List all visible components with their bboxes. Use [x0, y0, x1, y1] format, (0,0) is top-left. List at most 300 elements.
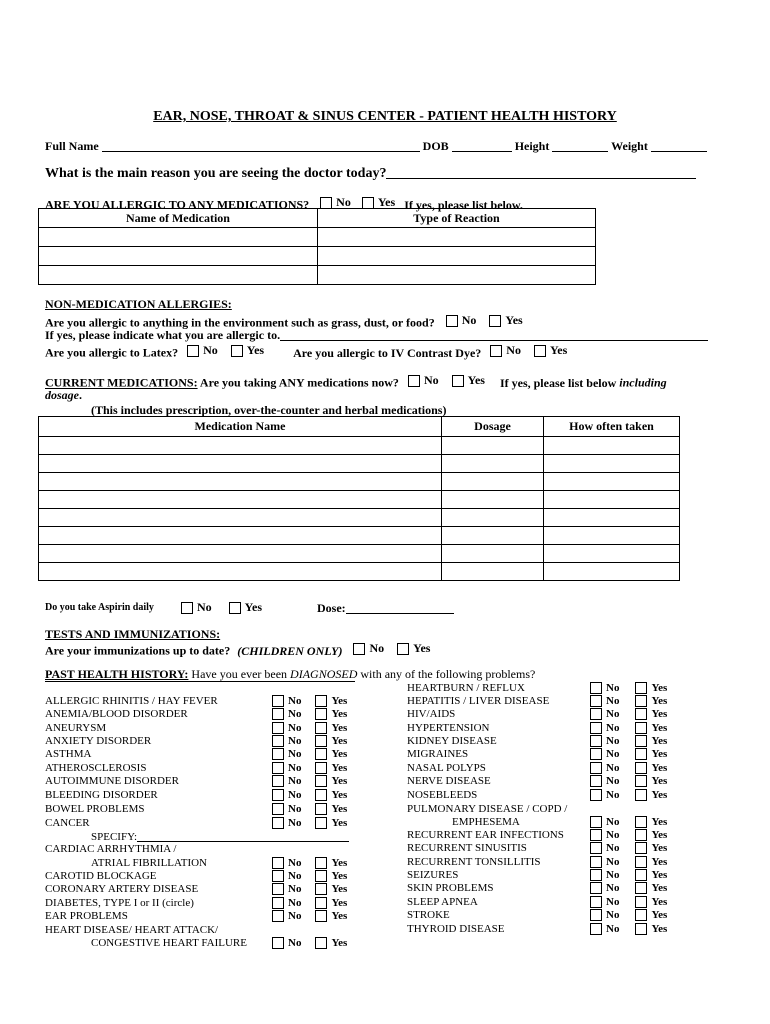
checkbox[interactable] — [272, 735, 284, 747]
yes-option[interactable] — [315, 870, 347, 882]
no-label: No — [203, 343, 218, 357]
checkbox[interactable] — [272, 883, 284, 895]
no-option[interactable] — [590, 722, 619, 734]
current-meds-no[interactable] — [408, 373, 439, 388]
checkbox[interactable] — [635, 923, 647, 935]
indicate-field[interactable] — [280, 329, 708, 341]
checkbox[interactable] — [635, 882, 647, 894]
yes-option[interactable] — [635, 856, 667, 868]
children-only: (CHILDREN ONLY) — [237, 643, 343, 658]
checkbox[interactable] — [315, 883, 327, 895]
yes-label: Yes — [651, 896, 668, 908]
yes-option[interactable] — [315, 883, 347, 895]
no-option[interactable] — [590, 816, 619, 828]
checkbox[interactable] — [272, 897, 284, 909]
checkbox-pair — [590, 789, 667, 804]
table-cell[interactable] — [39, 509, 442, 527]
checkbox[interactable] — [590, 909, 602, 921]
checkbox[interactable] — [229, 602, 241, 614]
table-cell[interactable] — [39, 491, 442, 509]
checkbox[interactable] — [635, 842, 647, 854]
table-cell[interactable] — [544, 563, 680, 581]
yes-option[interactable] — [635, 682, 667, 694]
no-label: No — [288, 857, 302, 869]
checkbox[interactable] — [590, 829, 602, 841]
yes-label: Yes — [331, 883, 348, 895]
no-option[interactable] — [272, 748, 301, 760]
aspirin-options — [181, 600, 262, 618]
checkbox[interactable] — [353, 643, 365, 655]
yes-label: Yes — [331, 695, 348, 707]
yes-label: Yes — [651, 869, 668, 881]
checkbox[interactable] — [590, 762, 602, 774]
no-option[interactable] — [272, 695, 301, 707]
no-option[interactable] — [272, 708, 301, 720]
table-cell[interactable] — [39, 473, 442, 491]
latex-row — [45, 343, 567, 361]
checkbox[interactable] — [635, 682, 647, 694]
no-option[interactable] — [272, 789, 301, 801]
yes-option[interactable] — [635, 923, 667, 935]
no-option[interactable] — [272, 803, 301, 815]
condition-label: HYPERTENSION — [407, 722, 490, 734]
checkbox[interactable] — [272, 857, 284, 869]
checkbox[interactable] — [397, 643, 409, 655]
yes-option[interactable] — [315, 722, 347, 734]
yes-option[interactable] — [635, 762, 667, 774]
checkbox[interactable] — [272, 817, 284, 829]
dob-field[interactable] — [452, 140, 512, 152]
no-label: No — [606, 708, 620, 720]
checkbox[interactable] — [590, 789, 602, 801]
no-label: No — [369, 641, 385, 655]
table-cell[interactable] — [39, 247, 318, 266]
no-option[interactable] — [272, 910, 301, 922]
aspirin-yes[interactable] — [229, 600, 262, 615]
table-cell[interactable] — [318, 247, 596, 266]
yes-option[interactable] — [635, 882, 667, 894]
condition-label: THYROID DISEASE — [407, 923, 505, 935]
checkbox[interactable] — [590, 923, 602, 935]
table-cell[interactable] — [318, 266, 596, 285]
checkbox[interactable] — [635, 896, 647, 908]
checkbox[interactable] — [315, 735, 327, 747]
table-cell[interactable] — [442, 491, 544, 509]
contrast-yes[interactable] — [534, 343, 567, 358]
checkbox[interactable] — [315, 708, 327, 720]
checkbox[interactable] — [635, 735, 647, 747]
immunization-row — [45, 641, 430, 659]
weight-field[interactable] — [651, 140, 707, 152]
checkbox[interactable] — [452, 375, 464, 387]
checkbox[interactable] — [272, 722, 284, 734]
no-option[interactable] — [590, 869, 619, 881]
checkbox[interactable] — [315, 789, 327, 801]
table-cell[interactable] — [39, 455, 442, 473]
no-option[interactable] — [272, 870, 301, 882]
yes-label: Yes — [331, 803, 348, 815]
checkbox[interactable] — [272, 870, 284, 882]
yes-option[interactable] — [315, 857, 347, 869]
checkbox-pair — [590, 842, 667, 857]
yes-option[interactable] — [315, 762, 347, 774]
checkbox[interactable] — [272, 748, 284, 760]
aspirin-no[interactable] — [181, 600, 212, 615]
checkbox[interactable] — [635, 695, 647, 707]
table-cell[interactable] — [442, 527, 544, 545]
checkbox[interactable] — [231, 345, 243, 357]
checkbox[interactable] — [590, 722, 602, 734]
condition-label: SKIN PROBLEMS — [407, 882, 494, 894]
checkbox[interactable] — [272, 762, 284, 774]
dob-label: DOB — [422, 139, 449, 153]
checkbox[interactable] — [315, 857, 327, 869]
latex-no[interactable] — [187, 343, 218, 358]
yes-option[interactable] — [635, 816, 667, 828]
condition-label: MIGRAINES — [407, 748, 469, 760]
yes-option[interactable] — [315, 789, 347, 801]
contrast-no[interactable] — [490, 343, 521, 358]
checkbox[interactable] — [590, 708, 602, 720]
no-option[interactable] — [590, 909, 619, 921]
no-option[interactable] — [590, 775, 619, 787]
col-reaction: Type of Reaction — [318, 209, 596, 228]
yes-option[interactable] — [635, 695, 667, 707]
checkbox[interactable] — [590, 682, 602, 694]
yes-label: Yes — [331, 817, 348, 829]
table-cell[interactable] — [442, 473, 544, 491]
no-label: No — [606, 896, 620, 908]
table-cell[interactable] — [544, 455, 680, 473]
condition-label: BOWEL PROBLEMS — [45, 803, 145, 815]
no-option[interactable] — [590, 708, 619, 720]
checkbox[interactable] — [272, 789, 284, 801]
checkbox[interactable] — [272, 910, 284, 922]
checkbox[interactable] — [315, 695, 327, 707]
checkbox[interactable] — [315, 897, 327, 909]
dose-field[interactable] — [346, 602, 454, 614]
immunization-no[interactable] — [353, 641, 384, 656]
checkbox[interactable] — [635, 869, 647, 881]
table-cell[interactable] — [544, 509, 680, 527]
table-cell[interactable] — [442, 509, 544, 527]
yes-option[interactable] — [315, 748, 347, 760]
no-option[interactable] — [590, 896, 619, 908]
reason-field[interactable] — [386, 165, 696, 179]
height-label: Height — [514, 139, 550, 153]
no-label: No — [288, 803, 302, 815]
yes-label: Yes — [331, 722, 348, 734]
table-cell[interactable] — [39, 228, 318, 247]
yes-label: Yes — [413, 641, 431, 655]
table-cell[interactable] — [39, 437, 442, 455]
table-cell[interactable] — [318, 228, 596, 247]
checkbox[interactable] — [635, 762, 647, 774]
no-option[interactable] — [590, 682, 619, 694]
past-question-b: DIAGNOSED — [290, 667, 358, 681]
contrast-question: Are you allergic to IV Contrast Dye? — [293, 345, 482, 360]
checkbox[interactable] — [272, 708, 284, 720]
no-label: No — [606, 856, 620, 868]
no-option[interactable] — [272, 937, 301, 949]
yes-option[interactable] — [315, 775, 347, 787]
no-label: No — [606, 762, 620, 774]
yes-label: Yes — [331, 870, 348, 882]
no-option[interactable] — [590, 695, 619, 707]
checkbox[interactable] — [590, 856, 602, 868]
no-label: No — [606, 722, 620, 734]
no-option[interactable] — [590, 842, 619, 854]
no-option[interactable] — [590, 882, 619, 894]
checkbox[interactable] — [362, 197, 374, 209]
checkbox[interactable] — [635, 748, 647, 760]
no-label: No — [606, 816, 620, 828]
no-option[interactable] — [272, 857, 301, 869]
condition-label: RECURRENT TONSILLITIS — [407, 856, 541, 868]
yes-option[interactable] — [635, 829, 667, 841]
condition-label: AUTOIMMUNE DISORDER — [45, 775, 179, 787]
checkbox[interactable] — [590, 775, 602, 787]
no-option[interactable] — [590, 748, 619, 760]
checkbox[interactable] — [320, 197, 332, 209]
no-label: No — [606, 842, 620, 854]
checkbox[interactable] — [635, 856, 647, 868]
table-cell[interactable] — [39, 545, 442, 563]
checkbox[interactable] — [590, 842, 602, 854]
no-option[interactable] — [590, 789, 619, 801]
no-option[interactable] — [272, 722, 301, 734]
yes-option[interactable] — [635, 722, 667, 734]
yes-option[interactable] — [315, 937, 347, 949]
checkbox[interactable] — [590, 735, 602, 747]
table-cell[interactable] — [544, 437, 680, 455]
yes-label: Yes — [651, 762, 668, 774]
yes-option[interactable] — [635, 909, 667, 921]
dosage-period: . — [79, 388, 82, 402]
table-cell[interactable] — [544, 527, 680, 545]
checkbox[interactable] — [635, 816, 647, 828]
checkbox[interactable] — [635, 708, 647, 720]
checkbox[interactable] — [187, 345, 199, 357]
condition-label: ATHEROSCLEROSIS — [45, 762, 147, 774]
checkbox[interactable] — [590, 748, 602, 760]
checkbox[interactable] — [408, 375, 420, 387]
checkbox[interactable] — [315, 937, 327, 949]
checkbox[interactable] — [272, 695, 284, 707]
reason-question: What is the main reason you are seeing the doctor today? — [45, 166, 387, 181]
checkbox[interactable] — [635, 909, 647, 921]
condition-label: NERVE DISEASE — [407, 775, 491, 787]
condition-label: ATRIAL FIBRILLATION — [91, 857, 207, 869]
no-label: No — [606, 682, 620, 694]
condition-label: CARDIAC ARRHYTHMIA / — [45, 843, 177, 855]
past-question-a: Have you ever been — [191, 667, 288, 681]
condition-label: STROKE — [407, 909, 450, 921]
condition-label: NASAL POLYPS — [407, 762, 486, 774]
current-meds-table — [38, 416, 680, 581]
condition-label: ANEMIA/BLOOD DISORDER — [45, 708, 188, 720]
no-option[interactable] — [272, 897, 301, 909]
yes-option[interactable] — [315, 817, 347, 829]
yes-label: Yes — [651, 682, 668, 694]
checkbox-pair — [272, 937, 347, 952]
checkbox[interactable] — [272, 775, 284, 787]
table-cell[interactable] — [39, 266, 318, 285]
no-option[interactable] — [272, 735, 301, 747]
table-cell[interactable] — [39, 563, 442, 581]
checkbox[interactable] — [635, 722, 647, 734]
yes-option[interactable] — [315, 803, 347, 815]
full-name-label: Full Name — [45, 139, 99, 153]
checkbox[interactable] — [272, 937, 284, 949]
med-allergy-question: ARE YOU ALLERGIC TO ANY MEDICATIONS? — [45, 197, 310, 212]
yes-label: Yes — [651, 695, 668, 707]
no-label: No — [606, 748, 620, 760]
env-no[interactable] — [446, 313, 477, 328]
table-cell[interactable] — [442, 545, 544, 563]
checkbox[interactable] — [590, 869, 602, 881]
yes-label: Yes — [331, 735, 348, 747]
yes-option[interactable] — [635, 896, 667, 908]
checkbox[interactable] — [315, 870, 327, 882]
yes-option[interactable] — [315, 695, 347, 707]
condition-label: HEPATITIS / LIVER DISEASE — [407, 695, 550, 707]
checkbox-pair — [272, 748, 347, 763]
table-cell[interactable] — [442, 563, 544, 581]
condition-label: ANXIETY DISORDER — [45, 735, 152, 747]
condition-label: HIV/AIDS — [407, 708, 456, 720]
checkbox[interactable] — [590, 816, 602, 828]
no-option[interactable] — [272, 883, 301, 895]
yes-label: Yes — [651, 748, 668, 760]
condition-label: EMPHESEMA — [452, 816, 520, 828]
no-option[interactable] — [590, 735, 619, 747]
checkbox[interactable] — [315, 803, 327, 815]
no-label: No — [423, 373, 439, 387]
checkbox[interactable] — [272, 803, 284, 815]
table-cell[interactable] — [39, 527, 442, 545]
no-option[interactable] — [272, 775, 301, 787]
table-cell[interactable] — [442, 437, 544, 455]
yes-label: Yes — [651, 842, 668, 854]
no-label: No — [606, 775, 620, 787]
checkbox[interactable] — [446, 315, 458, 327]
yes-option[interactable] — [315, 910, 347, 922]
checkbox[interactable] — [315, 910, 327, 922]
yes-option[interactable] — [635, 869, 667, 881]
table-cell[interactable] — [544, 473, 680, 491]
col-often: How often taken — [544, 417, 680, 437]
checkbox[interactable] — [490, 345, 502, 357]
yes-label: Yes — [246, 343, 265, 357]
checkbox-pair — [272, 775, 347, 790]
yes-label: Yes — [331, 937, 348, 949]
no-option[interactable] — [590, 762, 619, 774]
med-allergy-table — [38, 208, 596, 285]
checkbox-pair — [272, 883, 347, 898]
yes-option[interactable] — [635, 789, 667, 801]
yes-label: Yes — [651, 789, 668, 801]
yes-option[interactable] — [635, 842, 667, 854]
checkbox-pair — [590, 909, 667, 924]
full-name-field[interactable] — [102, 140, 420, 152]
yes-label: Yes — [331, 910, 348, 922]
checkbox[interactable] — [489, 315, 501, 327]
latex-yes[interactable] — [231, 343, 264, 358]
condition-label: CAROTID BLOCKAGE — [45, 870, 157, 882]
checkbox[interactable] — [315, 775, 327, 787]
condition-label: ALLERGIC RHINITIS / HAY FEVER — [45, 695, 218, 707]
yes-label: Yes — [651, 816, 668, 828]
checkbox[interactable] — [635, 775, 647, 787]
immunization-yes[interactable] — [397, 641, 430, 656]
checkbox[interactable] — [315, 748, 327, 760]
aspirin-question: Do you take Aspirin daily — [45, 602, 154, 613]
checkbox[interactable] — [635, 789, 647, 801]
past-history-row — [45, 667, 535, 682]
no-label: No — [288, 897, 302, 909]
no-option[interactable] — [590, 923, 619, 935]
env-yes[interactable] — [489, 313, 522, 328]
yes-label: Yes — [651, 722, 668, 734]
yes-option[interactable] — [635, 708, 667, 720]
yes-label: Yes — [651, 882, 668, 894]
checkbox[interactable] — [181, 602, 193, 614]
tests-heading: TESTS AND IMMUNIZATIONS: — [45, 627, 221, 641]
current-meds-note-including: including — [619, 375, 667, 390]
yes-option[interactable] — [635, 775, 667, 787]
checkbox[interactable] — [315, 762, 327, 774]
table-cell[interactable] — [544, 545, 680, 563]
checkbox[interactable] — [590, 882, 602, 894]
no-label: No — [606, 869, 620, 881]
current-meds-yes[interactable] — [452, 373, 485, 388]
checkbox[interactable] — [635, 829, 647, 841]
checkbox[interactable] — [315, 722, 327, 734]
col-dosage: Dosage — [442, 417, 544, 437]
yes-label: Yes — [244, 600, 263, 614]
checkbox[interactable] — [534, 345, 546, 357]
no-option[interactable] — [272, 762, 301, 774]
no-option[interactable] — [272, 817, 301, 829]
no-label: No — [288, 735, 302, 747]
yes-option[interactable] — [315, 735, 347, 747]
checkbox[interactable] — [590, 695, 602, 707]
condition-label: CANCER — [45, 817, 90, 829]
no-label: No — [506, 343, 521, 357]
checkbox[interactable] — [315, 817, 327, 829]
height-field[interactable] — [552, 140, 608, 152]
includes-note: (This includes prescription, over-the-counter and herbal medications) — [91, 403, 447, 417]
table-cell[interactable] — [442, 455, 544, 473]
non-med-heading: NON-MEDICATION ALLERGIES: — [45, 297, 232, 311]
current-meds-question: Are you taking ANY medications now? — [199, 375, 399, 390]
table-cell[interactable] — [544, 491, 680, 509]
no-option[interactable] — [590, 856, 619, 868]
checkbox-pair — [272, 910, 347, 925]
yes-label: Yes — [651, 775, 668, 787]
no-label: No — [288, 789, 302, 801]
dose-row — [317, 601, 454, 616]
yes-option[interactable] — [635, 735, 667, 747]
yes-label: Yes — [377, 195, 396, 209]
yes-option[interactable] — [315, 708, 347, 720]
yes-option[interactable] — [315, 897, 347, 909]
no-option[interactable] — [590, 829, 619, 841]
no-label: No — [606, 735, 620, 747]
yes-option[interactable] — [635, 748, 667, 760]
checkbox[interactable] — [590, 896, 602, 908]
